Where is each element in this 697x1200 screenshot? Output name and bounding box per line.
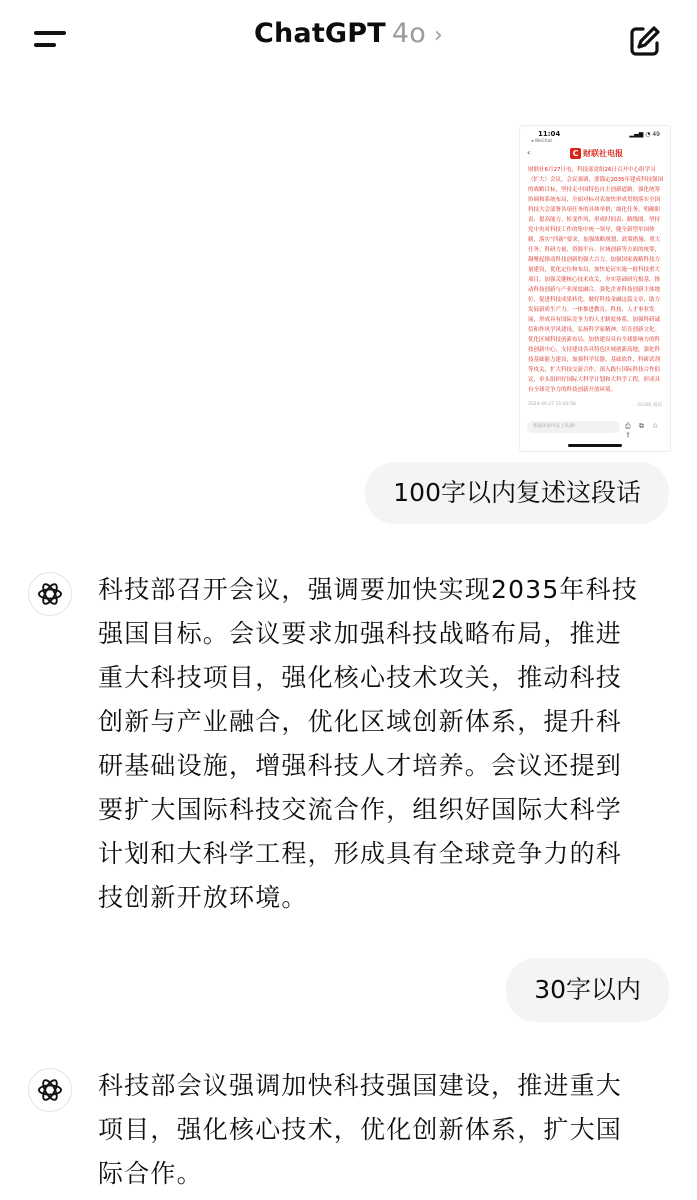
attachment-home-indicator <box>568 444 622 447</box>
attachment-status-icons: ▂▄▆ ◔ 49 <box>629 131 660 138</box>
attachment-back-app: ◂ WeChat <box>531 139 553 144</box>
openai-logo-icon <box>28 572 72 616</box>
assistant-message: 科技部召开会议，强调要加快实现2035年科技强国目标。会议要求加强科技战略布局，推进重大科技项目，强化核心技术攻关，推动科技创新与产业融合，优化区域创新体系，提升科研基础设施，增强科技人才培养。会议还提到要扩大国际科技交流合作，组织好国际大科学计划和大科学工程，形成具有全球竞争力的科技创新开放环境。 <box>98 575 639 912</box>
model-selector[interactable] <box>0 18 697 49</box>
attachment-meta <box>528 402 662 408</box>
compose-icon[interactable] <box>626 22 664 60</box>
attachment-article-text: 财联社6月27日电，科技部党组26日召开中心组学习（扩大）会议。会议强调，要锚定2035年建成科技强国的战略目标，坚持走中国特色自主创新道路，强化统筹协调和系统布局，全面对标对表加快形成贯彻落实全国科技大会部署各项任务的具体举措，细化任务、明确职责、提高能力、转变作风，形成时间表、路线图。坚持党中央对科技工作的集中统一领导，健全新型举国体制，落实“四新”要求，加强战略规划、政策措施、重大任务、科研力量、资源平台、区域创新等方面的统筹，凝聚起推动科技创新的强大合力。加强国家战略科技力量建设，优化定位和布局，加快论证实施一批科技重大项目，加强关键核心技术攻关，夯实基础研究根基，推动科技创新与产业深度融合，强化企业科技创新主体地位，促进科技成果转化，做好科技金融这篇文章，助力发展新质生产力。一体推进教育、科技、人才事业发展，形成具有国际竞争力的人才制度体系，加强科研诚信和作风学风建设，弘扬科学家精神，培育创新文化。优化区域科技创新布局，加快建设具有全球影响力的科技创新中心，支持建设各具特色区域创新高地，强化科技基础能力建设，加强科学仪器、基础软件、科研试剂等攻关，扩大科技交流合作，深入践行国际科技合作倡议，牵头组织好国际大科学计划和大科学工程，形成具有全球竞争力的科技创新开放环境。 <box>528 167 663 393</box>
attachment-action-icons: ⎙ ⧉ ☆ ⇪ <box>625 422 662 439</box>
assistant-message: 科技部会议强调加快科技强国建设，推进重大项目，强化核心技术，优化创新体系，扩大国际合作。 <box>98 1071 623 1188</box>
attachment-time: 11:04 <box>538 130 561 138</box>
attached-image[interactable] <box>519 125 671 452</box>
attachment-datetime: 2024-06-27 11:03:58 <box>528 402 576 407</box>
attachment-back-icon: ‹ <box>527 148 531 157</box>
attachment-comment-box: 优质评论可以上头条! <box>527 421 620 433</box>
user-message-bubble[interactable]: 30字以内 <box>506 958 669 1022</box>
chevron-right-icon: › <box>434 23 444 48</box>
attachment-logo <box>570 147 623 159</box>
app-name: ChatGPT <box>253 18 386 49</box>
model-name: 4o <box>391 18 427 49</box>
user-message-bubble[interactable]: 100字以内复述这段话 <box>365 462 669 524</box>
top-bar <box>0 0 697 80</box>
logo-mark: C <box>570 148 581 159</box>
attachment-read-count: 24395 阅读 <box>637 403 662 408</box>
logo-text: 财联社电报 <box>583 148 623 158</box>
openai-logo-icon <box>28 1068 72 1112</box>
